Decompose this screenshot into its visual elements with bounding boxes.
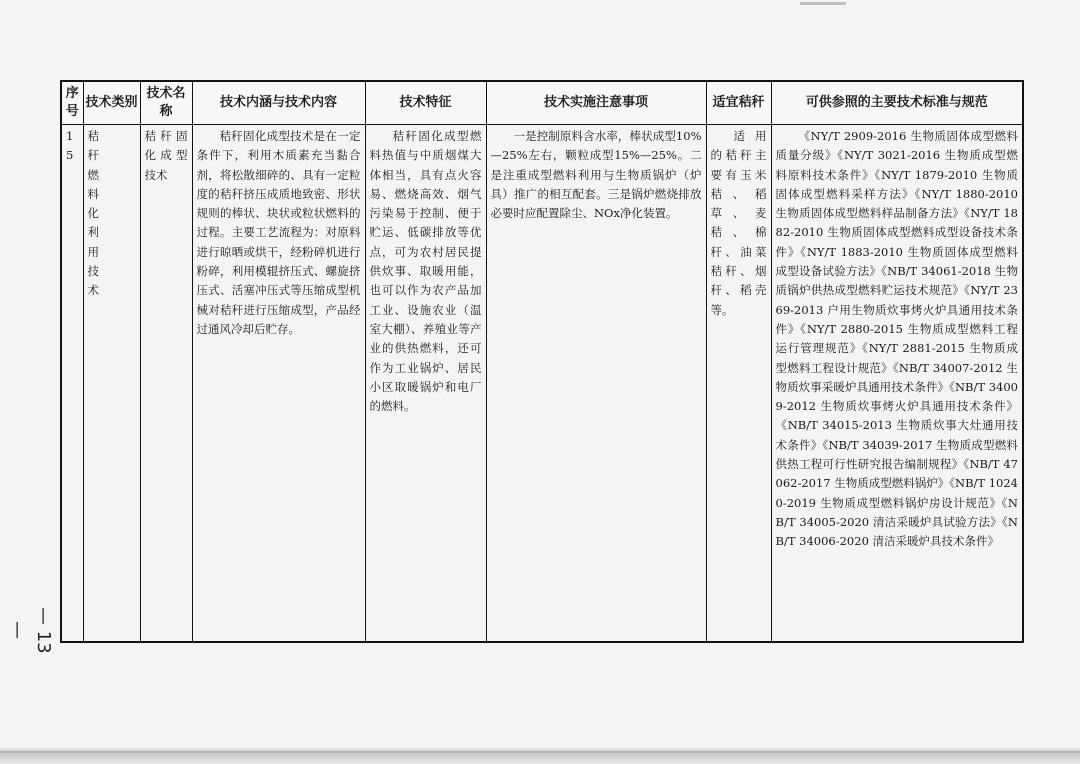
header-straw: 适宜秸秆 xyxy=(706,81,771,125)
cell-straw xyxy=(706,125,771,643)
cell-features xyxy=(365,125,486,643)
content-text: 秸秆固化成型技术是在一定条件下，利用木质素充当黏合剂，将松散细碎的、具有一定粒度的秸秆挤压成质地致密、形状规则的棒状、块状或粒状燃料的过程。主要工艺流程为：对原料进行晾晒或烘干，经粉碎机进行粉碎，利用模辊挤压式、螺旋挤压式、活塞冲压式等压缩成型机械对秸秆进行压缩成型，产品经过通风冷却后贮存。 xyxy=(196,129,361,336)
standards-text: 《NY/T 2909-2016 生物质固体成型燃料质量分级》《NY/T 3021-2016 生物质成型燃料原料技术条件》《NY/T 1879-2010 生物质固体成型燃料采样方法》《NY/T 1880-2010 生物质固体成型燃料样品制备方法》《NY/T 1882-2010 生物质固体成型燃料成型设备技术条件》《NY/T 1883-2010 生物质固体成型燃料成型设备试验方法》《NB/T 34061-2018 生物质锅炉供热成型燃料贮运技术规范》《NY/T 2369-2013 户用生物质炊事烤火炉具通用技术条件》《NY/T 2880-2015 生物质成型燃料工程运行管理规范》《NY/T 2881-2015 生物质成型燃料工程设计规范》《NB/T 34007-2012 生物质炊事采暖炉具通用技术条件》《NB/T 34009-2012 生物质炊事烤火炉具通用技术条件》《NB/T 34015-2013 生物质炊事大灶通用技术条件》《NB/T 34039-2017 生物质成型燃料供热工程可行性研究报告编制规程》《NB/T 47062-2017 生物质成型燃料锅炉》《NB/T 10240-2019 生物质成型燃料锅炉房设计规范》《NB/T 34005-2020 清洁采暖炉具试验方法》《NB/T 34006-2020 清洁采暖炉具技术条件》 xyxy=(775,129,1018,549)
document-table-container xyxy=(60,80,1022,643)
header-content: 技术内涵与技术内容 xyxy=(192,81,365,125)
cell-standards xyxy=(771,125,1023,643)
header-name: 技术名称 xyxy=(140,81,192,125)
table-header-row xyxy=(61,81,1023,125)
cell-notes xyxy=(486,125,706,643)
cell-content xyxy=(192,125,365,643)
cell-category: 秸秆燃料化利用技术 xyxy=(83,125,140,643)
technology-standards-table xyxy=(60,80,1024,643)
scan-edge xyxy=(0,748,1080,764)
straw-text: 适用的秸秆主要有玉米秸、稻草、麦秸、棉秆、油菜秸秆、烟秆、稻壳等。 xyxy=(710,129,767,317)
scan-artifact xyxy=(800,2,846,5)
header-category: 技术类别 xyxy=(83,81,140,125)
notes-text: 一是控制原料含水率，棒状成型10%—25%左右，颗粒成型15%—25%。二是注重成型燃料利用与生物质锅炉（炉具）推广的相互配套。三是锅炉燃烧排放必要时应配置除尘、NOx净化装置。 xyxy=(490,129,702,221)
header-features: 技术特征 xyxy=(365,81,486,125)
cell-name: 秸秆固化成型技术 xyxy=(140,125,192,643)
features-text: 秸秆固化成型燃料热值与中质烟煤大体相当，具有点火容易、燃烧高效、烟气污染易于控制、便于贮运、低碳排放等优点，可为农村居民提供炊事、取暖用能，也可以作为农产品加工业、设施农业（温室大棚）、养殖业等产业的供热燃料，还可作为工业锅炉、居民小区取暖锅炉和电厂的燃料。 xyxy=(369,129,482,414)
header-standards: 可供参照的主要技术标准与规范 xyxy=(771,81,1023,125)
header-notes: 技术实施注意事项 xyxy=(486,81,706,125)
header-no: 序号 xyxy=(61,81,83,125)
page-number: — 13 — xyxy=(7,606,54,654)
cell-no: 15 xyxy=(61,125,83,643)
table-row xyxy=(61,125,1023,643)
